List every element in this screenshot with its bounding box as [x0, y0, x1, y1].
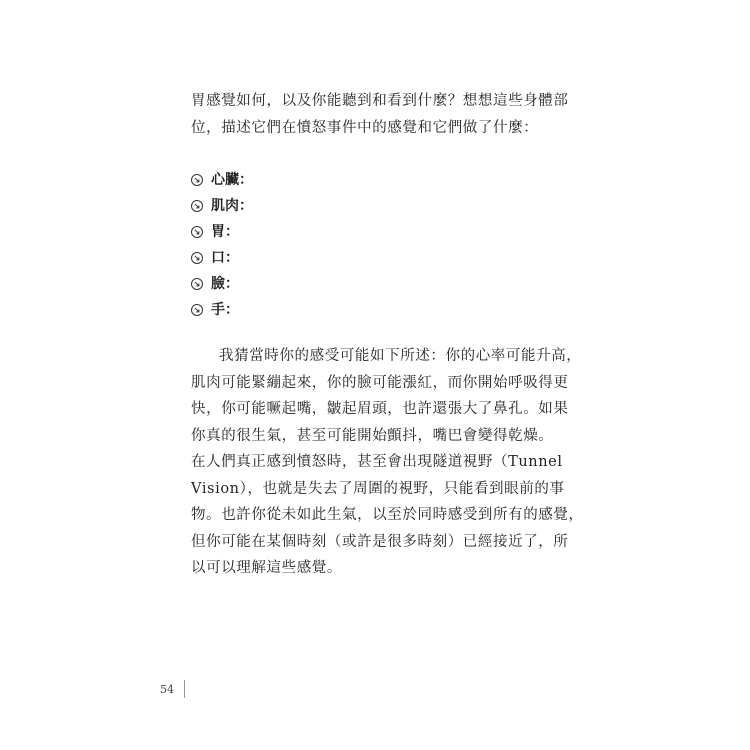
intro-paragraph	[191, 88, 569, 142]
paragraph-line: Vision），也就是失去了周圍的視野，只能看到眼前的事	[191, 480, 565, 497]
paragraph-line: 你真的很生氣，甚至可能開始顫抖，嘴巴會變得乾燥。	[191, 427, 554, 444]
intro-line: 胃感覺如何，以及你能聽到和看到什麼？想想這些身體部	[191, 93, 569, 109]
paragraph-line: 物。也許你從未如此生氣，以至於同時感受到所有的感覺，	[191, 507, 584, 523]
list-item	[191, 245, 253, 271]
paragraph-line: 但你可能在某個時刻（或許是很多時刻）已經接近了，所	[191, 533, 569, 550]
body-paragraph	[191, 343, 584, 582]
list-item	[191, 167, 253, 193]
list-item-label: 胃：	[211, 224, 239, 240]
intro-line: 位，描述它們在憤怒事件中的感覺和它們做了什麼：	[191, 120, 539, 136]
list-item	[191, 219, 253, 245]
paragraph-line: 我猜當時你的感受可能如下所述：你的心率可能升高，	[219, 348, 582, 364]
paragraph-line: 肌肉可能緊繃起來，你的臉可能漲紅，而你開始呼吸得更	[191, 374, 569, 391]
circled-arrow-icon	[191, 226, 203, 238]
circled-arrow-icon	[191, 278, 203, 290]
paragraph-line: 以可以理解這些感覺。	[191, 560, 342, 576]
circled-arrow-icon	[191, 252, 203, 264]
page-footer	[160, 680, 185, 698]
list-item	[191, 297, 253, 323]
list-item-label: 臉：	[211, 276, 239, 292]
paragraph-line: 在人們真正感到憤怒時，甚至會出現隧道視野（Tunnel	[191, 454, 563, 470]
list-item	[191, 193, 253, 219]
list-item-label: 心臟：	[211, 172, 253, 188]
circled-arrow-icon	[191, 200, 203, 212]
footer-divider	[184, 680, 185, 698]
list-item-label: 肌肉：	[211, 198, 253, 214]
list-item-label: 口：	[211, 250, 239, 266]
circled-arrow-icon	[191, 174, 203, 186]
list-item	[191, 271, 253, 297]
page-number: 54	[160, 682, 174, 696]
list-item-label: 手：	[211, 302, 239, 318]
paragraph-line: 快，你可能噘起嘴，皺起眉頭，也許還張大了鼻孔。如果	[191, 401, 569, 417]
circled-arrow-icon	[191, 304, 203, 316]
body-part-list	[191, 167, 253, 323]
